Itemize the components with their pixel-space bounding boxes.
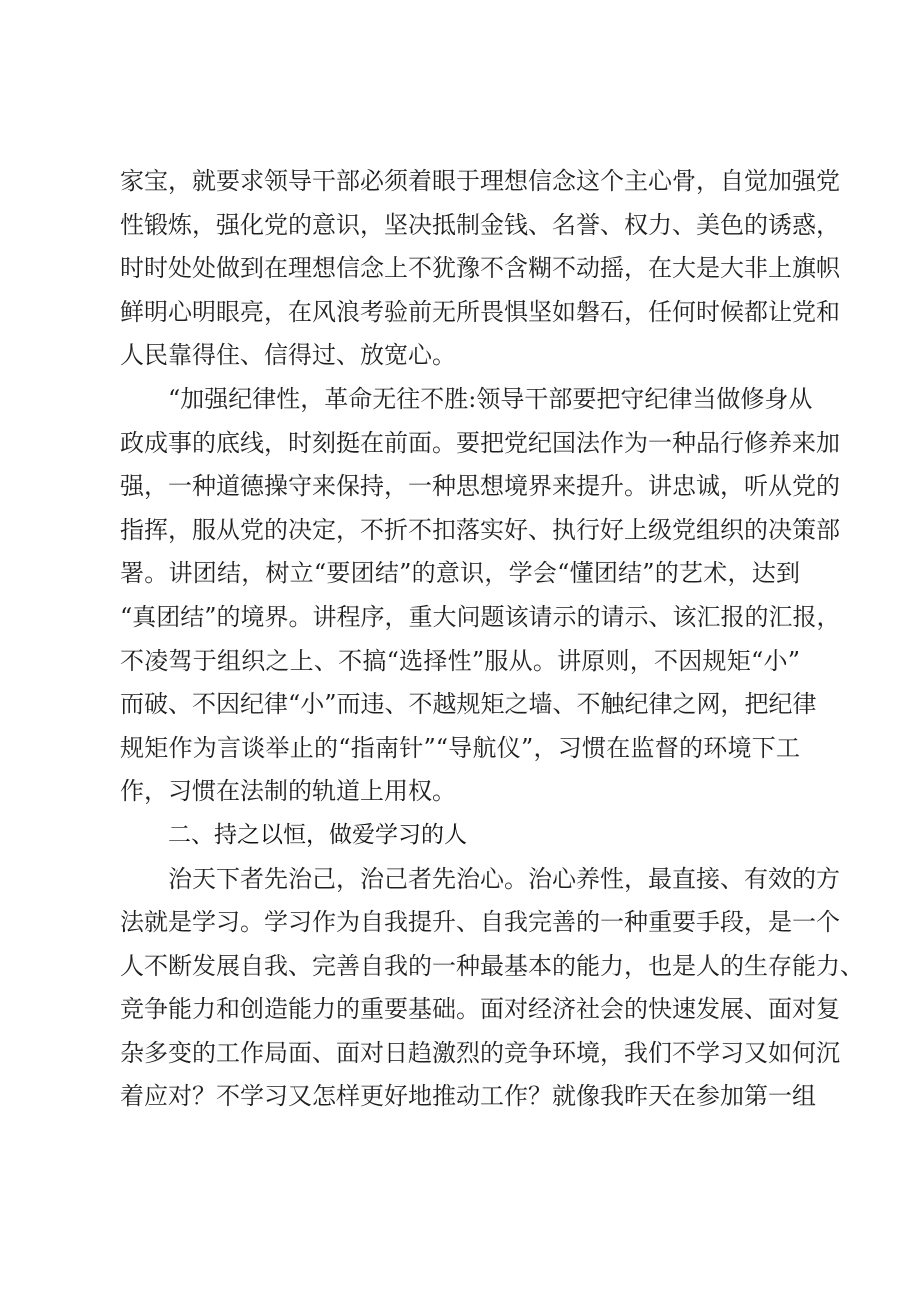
paragraph-line: 规矩作为言谈举止的“指南针”“导航仪”，习惯在监督的环境下工 (120, 733, 800, 762)
paragraph-line: 人不断发展自我、完善自我的一种最基本的能力，也是人的生存能力、 (120, 951, 864, 980)
paragraph-line: 家宝，就要求领导干部必须着眼于理想信念这个主心骨，自觉加强党 (120, 167, 840, 195)
paragraph-line: 法就是学习。学习作为自我提升、自我完善的一种重要手段，是一个 (120, 908, 840, 937)
paragraph-line: 而破、不因纪律“小”而违、不越规矩之墙、不触纪律之网，把纪律 (120, 690, 817, 719)
paragraph-line: 竞争能力和创造能力的重要基础。面对经济社会的快速发展、面对复 (120, 995, 840, 1024)
paragraph-line: 鲜明心明眼亮，在风浪考验前无所畏惧坚如磐石，任何时候都让党和 (120, 297, 840, 326)
paragraph-line: 人民靠得住、信得过、放宽心。 (120, 341, 456, 370)
paragraph (120, 378, 841, 814)
paragraph-line: 强，一种道德操守来保持，一种思想境界来提升。讲忠诚，听从党的 (120, 472, 840, 501)
paragraph-line: 指挥，服从党的决定，不折不扣落实好、执行好上级党组织的决策部 (120, 515, 840, 544)
paragraph (120, 858, 864, 1120)
paragraph-line: 治天下者先治己，治己者先治心。治心养性，最直接、有效的方 (168, 864, 840, 893)
paragraph-line: 性锻炼，强化党的意识，坚决抵制金钱、名誉、权力、美色的诱惑， (120, 210, 840, 239)
paragraph-line: 时时处处做到在理想信念上不犹豫不含糊不动摇，在大是大非上旗帜 (120, 254, 840, 283)
paragraph-line: “加强纪律性，革命无往不胜:领导干部要把守纪律当做修身从 (168, 384, 813, 413)
paragraph-line: 着应对？不学习又怎样更好地推动工作？就像我昨天在参加第一组 (120, 1082, 816, 1111)
paragraph-line: 政成事的底线，时刻挺在前面。要把党纪国法作为一种品行修养来加 (120, 428, 840, 457)
paragraph-line: 作，习惯在法制的轨道上用权。 (120, 777, 456, 806)
paragraph-line: 不凌驾于组织之上、不搞“选择性”服从。讲原则，不因规矩“小” (120, 646, 800, 675)
document-body (120, 160, 864, 1119)
paragraph (120, 160, 840, 378)
paragraph-line: 杂多变的工作局面、面对日趋激烈的竞争环境，我们不学习又如何沉 (120, 1038, 840, 1067)
paragraph-line: 署。讲团结，树立“要团结”的意识，学会“懂团结”的艺术，达到 (120, 559, 800, 588)
section-heading: 二、持之以恒，做爱学习的人 (168, 821, 467, 848)
paragraph-line: “真团结”的境界。讲程序，重大问题该请示的请示、该汇报的汇报， (120, 602, 841, 631)
